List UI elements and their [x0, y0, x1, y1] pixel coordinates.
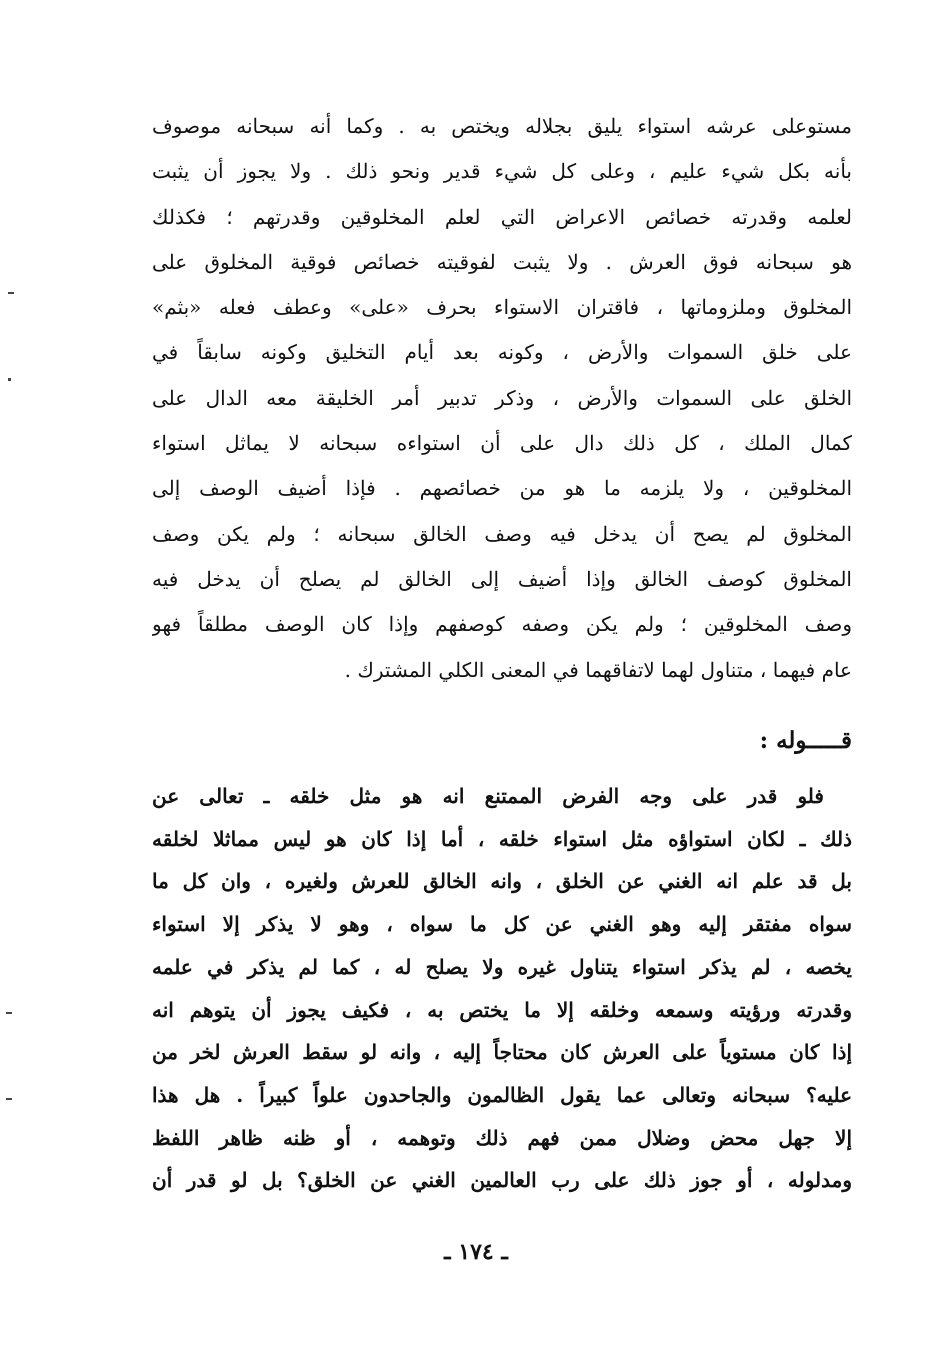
text-line: الخلق على السموات والأرض ، وذكر تدبير أمر الخليقة معه الدال على: [152, 385, 852, 410]
text-line: عام فيهما ، متناول لهما لاتفاقهما في المعنى الكلي المشترك .: [344, 657, 852, 682]
text-line: يخصه ، لم يذكر استواء يتناول غيره ولا يصلح له ، كما لم يذكر في علمه: [152, 954, 852, 979]
text-line: وصف المخلوقين ؛ ولم يكن وصفه كوصفهم وإذا كان الوصف مطلقاً فهو: [152, 612, 852, 637]
text-line: وقدرته ورؤيته وسمعه وخلقه إلا ما يختص به ، فكيف يجوز أن يتوهم انه: [152, 997, 852, 1022]
scan-mark: [6, 1098, 12, 1100]
scan-mark: [8, 292, 14, 294]
text-line: المخلوقين ، ولا يلزمه ما هو من خصائصهم . فإذا أضيف الوصف إلى: [152, 476, 852, 501]
text-line: على خلق السموات والأرض ، وكونه بعد أيام التخليق وكونه سابقاً في: [152, 340, 852, 365]
text-line: فلو قدر على وجه الفرض الممتنع انه هو مثل خلقه ـ تعالى عن: [152, 784, 824, 808]
section-heading: قـــــوله :: [759, 727, 852, 754]
text-line: سواه مفتقر إليه وهو الغني عن كل ما سواه ، وهو لا يذكر إلا استواء: [152, 912, 852, 937]
page-number: ـ ١٧٤ ـ: [444, 1239, 508, 1265]
text-line: مستوعلى عرشه استواء يليق بجلاله ويختص به . وكما أنه سبحانه موصوف: [152, 114, 852, 138]
text-line: المخلوق وملزوماتها ، فاقتران الاستواء بحرف «على» وعطف فعله «بثم»: [152, 295, 852, 320]
text-line: بل قد علم انه الغني عن الخلق ، وانه الخالق للعرش ولغيره ، وان كل ما: [152, 869, 852, 894]
text-line: بأنه بكل شيء عليم ، وعلى كل شيء قدير ونحو ذلك . ولا يجوز أن يثبت: [152, 159, 852, 184]
scan-mark: [8, 378, 11, 381]
body-paragraph-2: [152, 775, 852, 1202]
text-line: المخلوق كوصف الخالق وإذا أضيف إلى الخالق لم يصلح أن يدخل فيه: [152, 566, 852, 591]
text-line: عليه؟ سبحانه وتعالى عما يقول الظالمون والجاحدون علواً كبيراً . هل هذا: [152, 1082, 852, 1107]
text-line: المخلوق لم يصح أن يدخل فيه وصف الخالق سبحانه ؛ ولم يكن وصف: [152, 521, 852, 546]
text-line: ومدلوله ، أو جوز ذلك على رب العالمين الغني عن الخلق؟ بل لو قدر أن: [152, 1168, 852, 1193]
text-line: هو سبحانه فوق العرش . ولا يثبت لفوقيته خصائص فوقية المخلوق على: [152, 249, 852, 274]
text-line: إذا كان مستوياً على العرش كان محتاجاً إليه ، وانه لو سقط العرش لخر من: [152, 1040, 852, 1065]
text-line: إلا جهل محض وضلال ممن فهم ذلك وتوهمه ، أو ظنه ظاهر اللفظ: [152, 1125, 852, 1150]
body-paragraph-1: [152, 104, 852, 693]
text-line: كمال الملك ، كل ذلك دال على أن استواءه سبحانه لا يماثل استواء: [152, 431, 852, 456]
text-line: لعلمه وقدرته خصائص الاعراض التي لعلم المخلوقين وقدرتهم ؛ فكذلك: [152, 204, 852, 229]
scan-mark: [6, 1012, 12, 1014]
text-line: ذلك ـ لكان استواؤه مثل استواء خلقه ، أما إذا كان هو ليس مماثلا لخلقه: [152, 826, 852, 851]
